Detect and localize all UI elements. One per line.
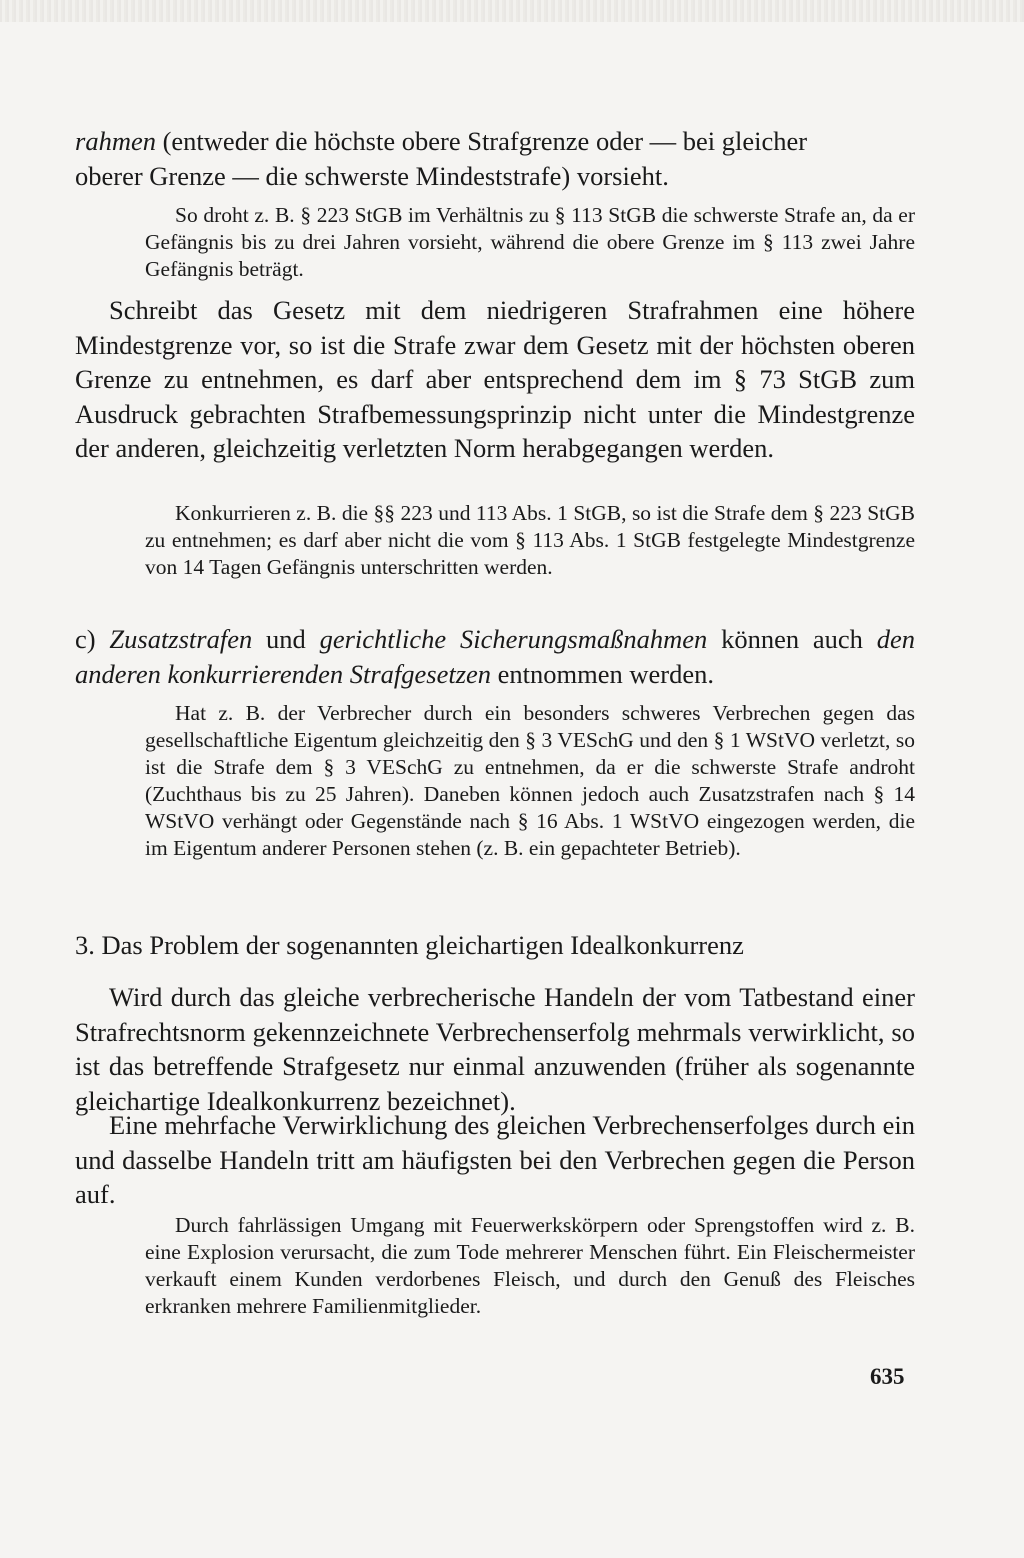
emphasis-konkurrierende-strafgesetze: den anderen konkurrierenden Strafgesetzen — [75, 624, 915, 689]
paragraph-4: Wird durch das gleiche verbrecherische Handeln der vom Tatbestand einer Strafrechtsnorm gekennzeichnete Verbrechenserfolg mehrmals verwirklicht, so ist das betreffende Strafgesetz nur einmal anzuwenden (früher als sogenannte gleichartige Idealkonkurrenz bezeichnet). — [75, 982, 915, 1116]
paragraph-3-text-b: können auch — [707, 624, 877, 654]
paragraph-3-text-a: und — [252, 624, 320, 654]
example-paragraph-2: Konkurrieren z. B. die §§ 223 und 113 Abs. 1 StGB, so ist die Strafe dem § 223 StGB zu entnehmen; es darf aber nicht die vom § 113 Abs. 1 StGB festgelegte Mindestgrenze von 14 Tagen Gefängnis unterschritten werden. — [145, 501, 915, 579]
paragraph-continuation-line1: (entweder die höchste obere Strafgrenze oder — bei gleicher — [155, 126, 808, 156]
paragraph-2: Schreibt das Gesetz mit dem niedrigeren Strafrahmen eine höhere Mindestgrenze vor, so ist die Strafe zwar dem Gesetz mit der höchsten oberen Grenze zu entnehmen, es darf aber entsprechend dem im § 73 StGB zum Ausdruck gebrachten Strafbemessungsprinzip nicht unter die Mindestgrenze der anderen, gleichzeitig verletzten Norm herabgegangen werden. — [75, 295, 915, 463]
page-number: 635 — [870, 1364, 905, 1389]
emphasis-zusatzstrafen: Zusatzstrafen — [109, 624, 253, 654]
example-paragraph-1: So droht z. B. § 223 StGB im Verhältnis zu § 113 StGB die schwerste Strafe an, da er Gefängnis bis zu drei Jahren vorsieht, während die obere Grenze im § 113 zwei Jahre Gefängnis beträgt. — [145, 203, 915, 281]
section-heading: 3. Das Problem der sogenannten gleichartigen Idealkonkurrenz — [75, 930, 744, 960]
paragraph-5: Eine mehrfache Verwirklichung des gleichen Verbrechenserfolges durch ein und dasselbe Handeln tritt am häufigsten bei den Verbrechen gegen die Person auf. — [75, 1110, 915, 1209]
paragraph-continuation — [75, 124, 915, 193]
paragraph-3-text-c: entnommen werden. — [491, 658, 715, 689]
paragraph-3 — [75, 622, 915, 691]
emphasis-rahmen: rahmen — [75, 126, 156, 156]
paragraph-continuation-line2: oberer Grenze — die schwerste Mindeststrafe) vorsieht. — [75, 160, 669, 191]
example-paragraph-4: Durch fahrlässigen Umgang mit Feuerwerkskörpern oder Sprengstoffen wird z. B. eine Explosion verursacht, die zum Tode mehrerer Menschen führt. Ein Fleischermeister verkauft einem Kunden verdorbenes Fleisch, und durch den Genuß des Fleisches erkranken mehrere Familienmitglieder. — [145, 1213, 915, 1318]
scan-edge — [0, 0, 1024, 22]
list-marker-c: c) — [75, 624, 110, 654]
emphasis-sicherungsmassnahmen: gerichtliche Sicherungsmaßnahmen — [319, 624, 708, 654]
example-paragraph-3: Hat z. B. der Verbrecher durch ein besonders schweres Verbrechen gegen das gesellschaftliche Eigentum gleichzeitig den § 3 VESchG und den § 1 WStVO verletzt, so ist die Strafe dem § 3 VESchG zu entnehmen, da er die schwerste Strafe androht (Zuchthaus bis zu 25 Jahren). Daneben können jedoch auch Zusatzstrafen nach § 14 WStVO verhängt oder Gegenstände nach § 16 Abs. 1 WStVO eingezogen werden, die im Eigentum anderer Personen stehen (z. B. ein gepachteter Betrieb). — [145, 701, 915, 860]
